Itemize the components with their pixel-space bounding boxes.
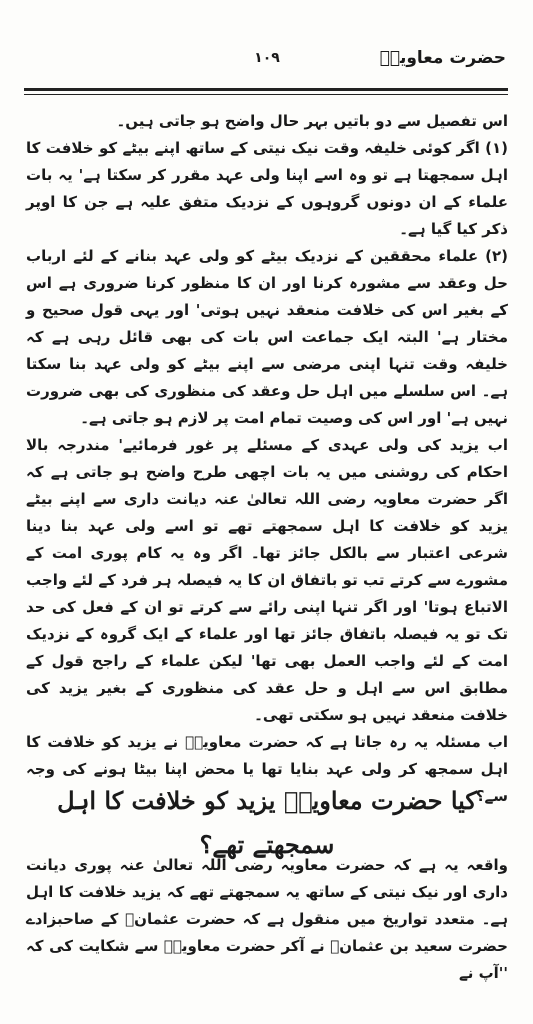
paragraph-point-2: (۲) علماء محققین کے نزدیک بیٹے کو ولی عہد بنانے کے لئے ارباب حل وعقد سے مشورہ کرنا اور ان کا منظور کرنا ضروری ہے اس کے بغیر اس کی خلافت منعقد نہیں ہوتی' اور یہی قول صحیح و مختار ہے' البتہ ایک جماعت اس بات کی بھی قائل رہی ہے کہ خلیفہ وقت تنہا اپنی مرضی سے اپنے بیٹے کو ولی عہد بنا سکتا ہے۔ اس سلسلے میں اہل حل وعقد کی منظوری کی بھی ضرورت نہیں ہے' اور اس کی وصیت تمام امت پر لازم ہو جاتی ہے۔ bbox=[26, 247, 508, 427]
body-text-continued bbox=[26, 852, 508, 987]
header-rule-thick bbox=[24, 88, 508, 91]
paragraph-point-1: (۱) اگر کوئی خلیفہ وقت نیک نیتی کے ساتھ اپنے بیٹے کو خلافت کا اہل سمجھتا ہے تو وہ اسے اپنا ولی عہد مقرر کر سکتا ہے' یہ بات علماء کے ان دونوں گروہوں کے نزدیک متفق علیہ ہے جن کا اوپر ذکر کیا گیا ہے۔ bbox=[26, 139, 508, 238]
paragraph-intro: اس تفصیل سے دو باتیں بہر حال واضح ہو جاتی ہیں۔ bbox=[116, 112, 508, 130]
page-number: ۱۰۹ bbox=[254, 50, 280, 66]
paragraph-closing: واقعہ یہ ہے کہ حضرت معاویہ رضی اللہ تعالیٰ عنہ پوری دیانت داری اور نیک نیتی کے ساتھ یہ سمجھتے تھے کہ یزید خلافت کا اہل ہے۔ متعدد تواریخ میں منقول ہے کہ حضرت عثمانؓ کے صاحبزادے حضرت سعید بن عثمانؓ نے آکر حضرت معاویہؓ سے شکایت کی کہ ''آپ نے bbox=[26, 856, 508, 982]
paragraph-yazid-succession: اب یزید کی ولی عہدی کے مسئلے پر غور فرمائیے' مندرجہ بالا احکام کی روشنی میں یہ بات اچھی طرح واضح ہو جاتی ہے کہ اگر حضرت معاویہ رضی اللہ تعالیٰ عنہ دیانت داری سے اپنے بیٹے یزید کو خلافت کا اہل سمجھتے تھے تو اسے ولی عہد بنا دینا شرعی اعتبار سے بالکل جائز تھا۔ اگر وہ یہ کام پوری امت کے مشورے سے کرتے تب تو باتفاق ان کا یہ فیصلہ ہر فرد کے لئے واجب الاتباع ہوتا' اور اگر تنہا اپنی رائے سے کرتے تو ان کے فعل کی حد تک تو یہ فیصلہ باتفاق جائز تھا اور علماء کے ایک گروہ کے نزدیک امت کے لئے واجب العمل بھی تھا' لیکن علماء کے راجح قول کے مطابق اس سے اہل و حل عقد کی منظوری کے بغیر یزید کی خلافت منعقد نہیں ہو سکتی تھی۔ bbox=[26, 436, 508, 724]
body-text bbox=[26, 108, 508, 810]
header-rule-thin bbox=[24, 94, 508, 95]
running-title: حضرت معاویہؓ bbox=[379, 48, 506, 68]
page-header bbox=[28, 42, 506, 82]
section-heading: کیا حضرت معاویہؓ یزید کو خلافت کا اہل سمجھتے تھے؟ bbox=[57, 786, 477, 859]
paragraph-question: اب مسئلہ یہ رہ جاتا ہے کہ حضرت معاویہؓ نے یزید کو خلافت کا اہل سمجھ کر ولی عہد بنایا تھا یا محض اپنا بیٹا ہونے کی وجہ سے؟ bbox=[26, 733, 508, 805]
